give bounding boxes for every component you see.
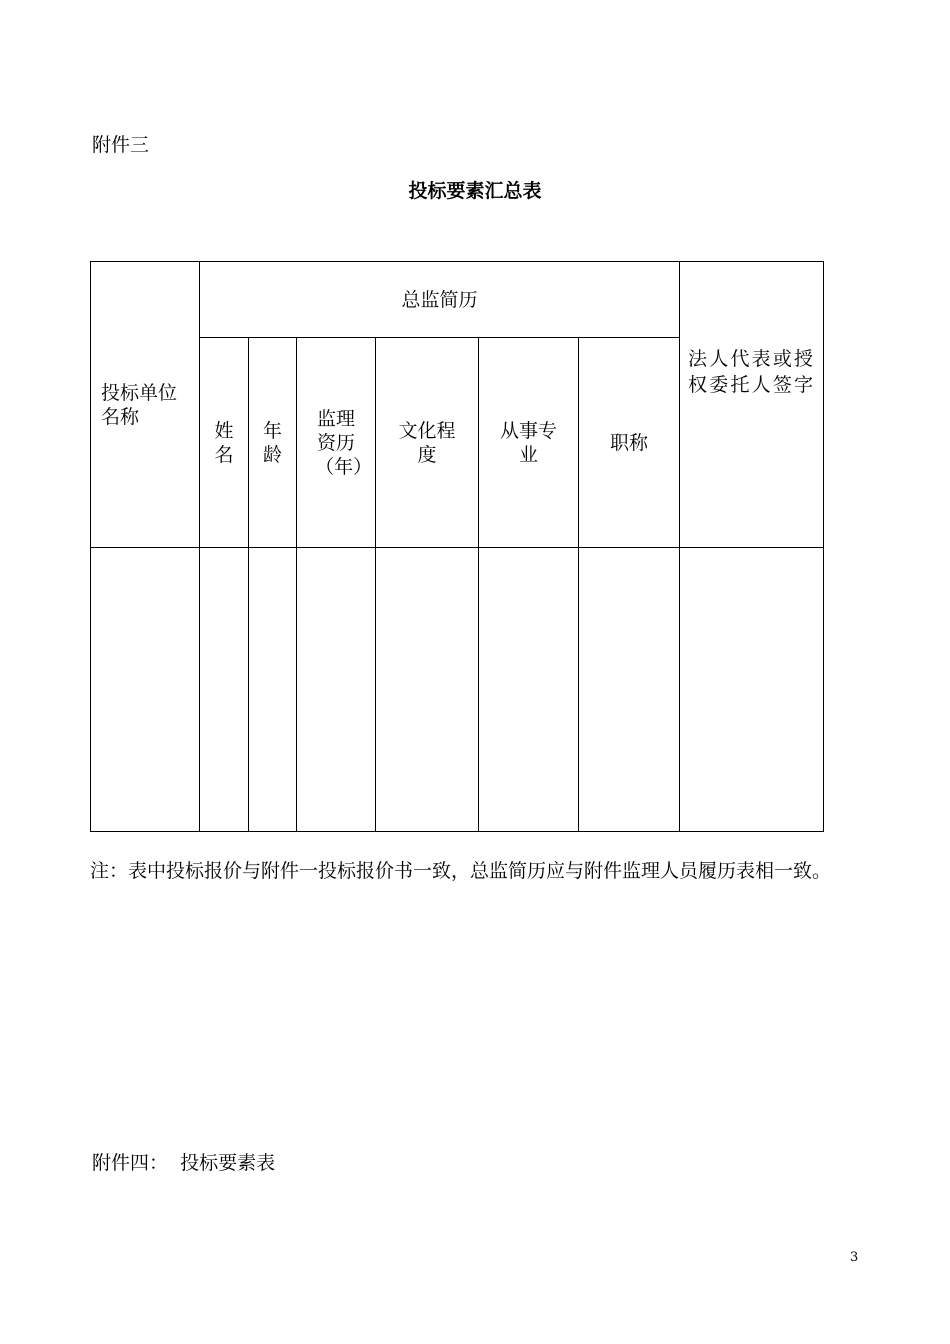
company-name-cell: [91, 548, 200, 832]
page-number: 3: [850, 1250, 859, 1265]
bid-summary-table: [90, 261, 824, 832]
attachment4-label: 附件四：: [92, 1152, 169, 1174]
age-cell: [249, 548, 297, 832]
resume-group-header: 总监简历: [200, 262, 680, 338]
supervision-years-cell: [297, 548, 376, 832]
education-cell: [376, 548, 479, 832]
table-row: [91, 548, 824, 832]
name-header: 姓名: [200, 338, 249, 548]
signature-header: 法人代表或授权委托人签字: [680, 262, 824, 548]
major-cell: [479, 548, 579, 832]
attachment4-heading: [92, 1148, 275, 1175]
signature-cell: [680, 548, 824, 832]
attachment-label: 附件三: [92, 134, 150, 156]
title-cell: [579, 548, 680, 832]
company-name-header: 投标单位名称: [91, 262, 200, 548]
education-header: 文化程度: [376, 338, 479, 548]
document-title: 投标要素汇总表: [408, 180, 542, 202]
table-note: 注：表中投标报价与附件一投标报价书一致，总监简历应与附件监理人员履历表相一致。: [90, 860, 832, 882]
major-header: 从事专业: [479, 338, 579, 548]
age-header: 年龄: [249, 338, 297, 548]
title-header: 职称: [579, 338, 680, 548]
attachment4-title: 投标要素表: [180, 1152, 276, 1174]
name-cell: [200, 548, 249, 832]
supervision-years-header: 监理资历（年）: [297, 338, 376, 548]
